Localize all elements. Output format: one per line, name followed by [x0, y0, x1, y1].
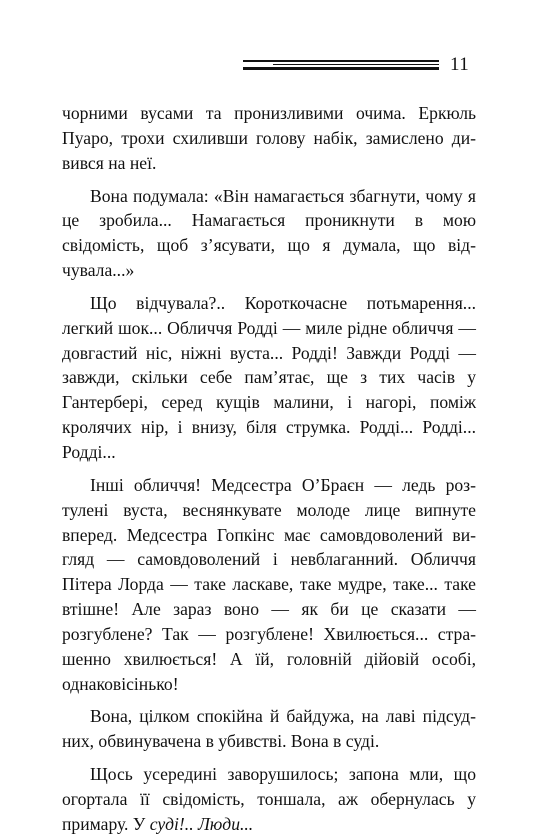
paragraph-last-italic: суді!.. Люди... [149, 813, 254, 834]
header-rule-top [243, 60, 439, 62]
paragraph-continued: чорними вусами та пронизливими очима. Еркюль Пуаро, трохи схиливши голову набік, замислено дивився на неї. [62, 103, 476, 173]
page-number: 11 [450, 54, 470, 75]
book-text [62, 101, 476, 837]
running-header [243, 54, 513, 76]
header-rule-middle [273, 64, 439, 65]
paragraph: Вона подумала: «Він намагається збагнути, чому я це зробила... Намагається проникнути в мою свідомість, щоб з’ясувати, що я думала, що відчувала...» [62, 185, 476, 281]
paragraph: Що відчувала?.. Короткочасне потьмарення... легкий шок... Обличчя Родді — миле рідне обличчя — довгастий ніс, ніжні вуста... Родді! Завжди Родді — завжди, скільки себе пам’ятає, ще з тих часів у Гантербері, серед кущів малини, і нагорі, поміж кролячих нір, і внизу, біля струмка. Родді... Родді... Родді... [62, 292, 476, 462]
paragraph: Вона, цілком спокійна й байдужа, на лаві підсудних, обвинувачена в убивстві. Вона в суді. [62, 706, 476, 752]
paragraph: Інші обличчя! Медсестра О’Браєн — ледь розтулені вуста, веснянкувате молоде лице випнуте вперед. Медсестра Гопкінс має самовдоволений вигляд — самовдоволений і невблаганний. Обличчя Пітера Лорда — таке ласкаве, таке мудре, таке... таке втішне! Але зараз воно — як би це сказати — розгублене? Так — розгублене! Хвилюється... страшенно хвилюється! А їй, головній дійовій особі, однаковісінько! [62, 474, 476, 694]
paragraph-last [62, 762, 476, 837]
header-rule-bottom [243, 67, 439, 70]
paragraph-last-text: Щось усередині заворушилось; запона мли, що огортала її свідомість, тоншала, аж обернулась у примару. У [62, 764, 476, 834]
